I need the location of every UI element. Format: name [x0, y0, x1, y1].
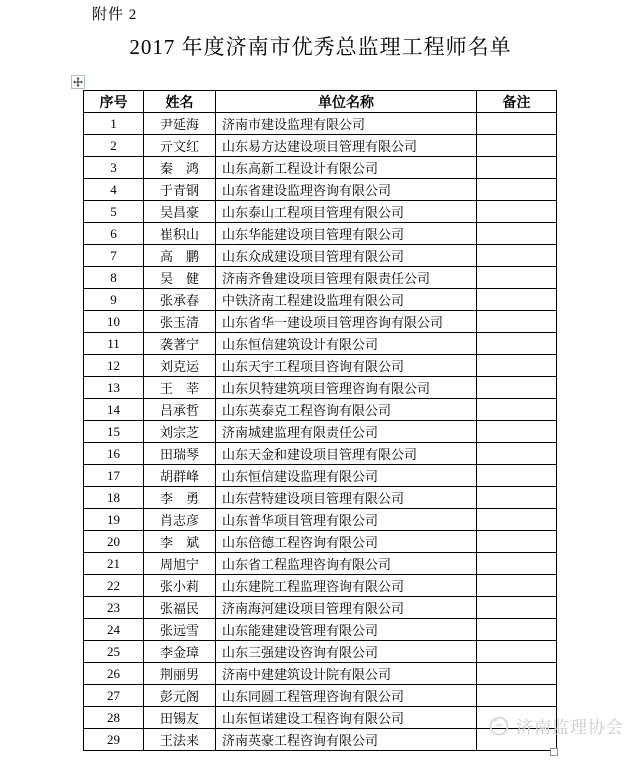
table-row — [84, 289, 557, 311]
cell-name: 胡群峰 — [144, 465, 216, 487]
cell-company: 山东高新工程设计有限公司 — [216, 157, 477, 179]
cell-company: 济南海河建设项目管理有限公司 — [216, 597, 477, 619]
table-row — [84, 245, 557, 267]
cell-name: 李 斌 — [144, 531, 216, 553]
table-resize-handle[interactable] — [550, 748, 558, 756]
table-row — [84, 333, 557, 355]
cell-no: 13 — [84, 377, 144, 399]
table-body — [84, 113, 557, 751]
table-row — [84, 399, 557, 421]
cell-no: 4 — [84, 179, 144, 201]
table-row — [84, 135, 557, 157]
table-row — [84, 487, 557, 509]
watermark-text: 济南监理协会 — [516, 717, 624, 737]
cell-note — [477, 553, 557, 575]
cell-note — [477, 289, 557, 311]
cell-name: 袭著宁 — [144, 333, 216, 355]
cell-company: 山东恒信建设监理有限公司 — [216, 465, 477, 487]
cell-note — [477, 421, 557, 443]
cell-name: 彭元阁 — [144, 685, 216, 707]
cell-company: 济南英豪工程咨询有限公司 — [216, 729, 477, 751]
cell-note — [477, 487, 557, 509]
cell-note — [477, 663, 557, 685]
table-row — [84, 267, 557, 289]
cell-name: 张远雪 — [144, 619, 216, 641]
cell-note — [477, 641, 557, 663]
engineer-roster-table — [83, 90, 557, 751]
cell-name: 李 勇 — [144, 487, 216, 509]
cell-company: 山东倍德工程咨询有限公司 — [216, 531, 477, 553]
cell-note — [477, 685, 557, 707]
cell-name: 吕承哲 — [144, 399, 216, 421]
cell-name: 荆丽男 — [144, 663, 216, 685]
cell-no: 22 — [84, 575, 144, 597]
cell-note — [477, 179, 557, 201]
cell-no: 6 — [84, 223, 144, 245]
table-row — [84, 465, 557, 487]
cell-name: 刘宗芝 — [144, 421, 216, 443]
cell-no: 3 — [84, 157, 144, 179]
cell-name: 于青钢 — [144, 179, 216, 201]
cell-company: 山东同圆工程管理咨询有限公司 — [216, 685, 477, 707]
table-row — [84, 531, 557, 553]
cell-company: 山东恒诺建设工程咨询有限公司 — [216, 707, 477, 729]
cell-note — [477, 509, 557, 531]
cell-name: 崔积山 — [144, 223, 216, 245]
cell-company: 山东建院工程监理咨询有限公司 — [216, 575, 477, 597]
cell-company: 山东英泰克工程咨询有限公司 — [216, 399, 477, 421]
cell-name: 田瑞琴 — [144, 443, 216, 465]
cell-note — [477, 223, 557, 245]
table-header-row — [84, 91, 557, 113]
attachment-label: 附件 2 — [92, 7, 138, 23]
cell-company: 山东天宇工程项目咨询有限公司 — [216, 355, 477, 377]
cell-no: 20 — [84, 531, 144, 553]
table-row — [84, 553, 557, 575]
table-row — [84, 509, 557, 531]
cell-no: 28 — [84, 707, 144, 729]
cell-note — [477, 399, 557, 421]
cell-note — [477, 157, 557, 179]
cell-name: 张福民 — [144, 597, 216, 619]
cell-name: 田锡友 — [144, 707, 216, 729]
cell-company: 山东恒信建筑设计有限公司 — [216, 333, 477, 355]
cell-company: 山东省建设监理咨询有限公司 — [216, 179, 477, 201]
table-row — [84, 575, 557, 597]
cell-no: 18 — [84, 487, 144, 509]
cell-company: 山东三强建设咨询有限公司 — [216, 641, 477, 663]
cell-no: 25 — [84, 641, 144, 663]
cell-name: 周旭宁 — [144, 553, 216, 575]
cell-company: 中铁济南工程建设监理有限公司 — [216, 289, 477, 311]
cell-name: 王法来 — [144, 729, 216, 751]
cell-note — [477, 377, 557, 399]
header-company: 单位名称 — [216, 91, 477, 113]
cell-company: 山东贝特建筑项目管理咨询有限公司 — [216, 377, 477, 399]
cell-name: 刘克运 — [144, 355, 216, 377]
cell-no: 14 — [84, 399, 144, 421]
cell-no: 17 — [84, 465, 144, 487]
cell-company: 山东天金和建设项目管理有限公司 — [216, 443, 477, 465]
table-row — [84, 179, 557, 201]
cell-company: 山东华能建设项目管理有限公司 — [216, 223, 477, 245]
header-note: 备注 — [477, 91, 557, 113]
cell-note — [477, 245, 557, 267]
move-icon — [73, 77, 83, 87]
cell-company: 济南城建监理有限责任公司 — [216, 421, 477, 443]
table-move-handle[interactable] — [71, 75, 85, 89]
cell-no: 26 — [84, 663, 144, 685]
cell-company: 山东众成建设项目管理有限公司 — [216, 245, 477, 267]
cell-company: 山东普华项目管理有限公司 — [216, 509, 477, 531]
cell-no: 21 — [84, 553, 144, 575]
cell-note — [477, 619, 557, 641]
table-row — [84, 597, 557, 619]
cell-no: 12 — [84, 355, 144, 377]
cell-no: 16 — [84, 443, 144, 465]
table-row — [84, 619, 557, 641]
cell-company: 山东省华一建设项目管理咨询有限公司 — [216, 311, 477, 333]
cell-note — [477, 113, 557, 135]
cell-no: 9 — [84, 289, 144, 311]
cell-no: 19 — [84, 509, 144, 531]
table-row — [84, 421, 557, 443]
cell-note — [477, 333, 557, 355]
cell-name: 李金璋 — [144, 641, 216, 663]
cell-no: 8 — [84, 267, 144, 289]
table-row — [84, 641, 557, 663]
cell-note — [477, 465, 557, 487]
page-title: 2017 年度济南市优秀总监理工程师名单 — [129, 35, 512, 59]
table-row — [84, 201, 557, 223]
cell-company: 济南齐鲁建设项目管理有限责任公司 — [216, 267, 477, 289]
cell-company: 济南中建建筑设计院有限公司 — [216, 663, 477, 685]
cell-name: 肖志彦 — [144, 509, 216, 531]
cell-no: 10 — [84, 311, 144, 333]
cell-no: 23 — [84, 597, 144, 619]
cell-note — [477, 311, 557, 333]
cell-no: 1 — [84, 113, 144, 135]
cell-no: 2 — [84, 135, 144, 157]
cell-note — [477, 267, 557, 289]
cell-name: 亓文红 — [144, 135, 216, 157]
cell-note — [477, 355, 557, 377]
table-row — [84, 113, 557, 135]
cell-name: 吴昌豪 — [144, 201, 216, 223]
table-row — [84, 377, 557, 399]
table-row — [84, 157, 557, 179]
cell-company: 山东易方达建设项目管理有限公司 — [216, 135, 477, 157]
table-row — [84, 729, 557, 751]
cell-company: 山东泰山工程项目管理有限公司 — [216, 201, 477, 223]
cell-note — [477, 201, 557, 223]
cell-name: 张承春 — [144, 289, 216, 311]
cell-company: 山东省工程监理咨询有限公司 — [216, 553, 477, 575]
cell-name: 王 莘 — [144, 377, 216, 399]
cell-note — [477, 135, 557, 157]
header-no: 序号 — [84, 91, 144, 113]
cell-company: 济南市建设监理有限公司 — [216, 113, 477, 135]
table-row — [84, 223, 557, 245]
cell-company: 山东营特建设项目管理有限公司 — [216, 487, 477, 509]
table-row — [84, 355, 557, 377]
table-row — [84, 443, 557, 465]
cell-name: 高 鹏 — [144, 245, 216, 267]
cell-name: 张玉清 — [144, 311, 216, 333]
cell-name: 张小莉 — [144, 575, 216, 597]
cell-name: 秦 鸿 — [144, 157, 216, 179]
cell-no: 11 — [84, 333, 144, 355]
header-name: 姓名 — [144, 91, 216, 113]
cell-note — [477, 707, 557, 729]
cell-company: 山东能建建设管理有限公司 — [216, 619, 477, 641]
table-row — [84, 663, 557, 685]
cell-no: 24 — [84, 619, 144, 641]
cell-note — [477, 597, 557, 619]
cell-name: 吴 健 — [144, 267, 216, 289]
table-row — [84, 685, 557, 707]
cell-note — [477, 575, 557, 597]
table-row — [84, 707, 557, 729]
cell-no: 27 — [84, 685, 144, 707]
cell-note — [477, 443, 557, 465]
cell-no: 5 — [84, 201, 144, 223]
cell-note — [477, 531, 557, 553]
cell-no: 7 — [84, 245, 144, 267]
table-row — [84, 311, 557, 333]
cell-no: 15 — [84, 421, 144, 443]
cell-name: 尹延海 — [144, 113, 216, 135]
cell-note — [477, 729, 557, 751]
cell-no: 29 — [84, 729, 144, 751]
